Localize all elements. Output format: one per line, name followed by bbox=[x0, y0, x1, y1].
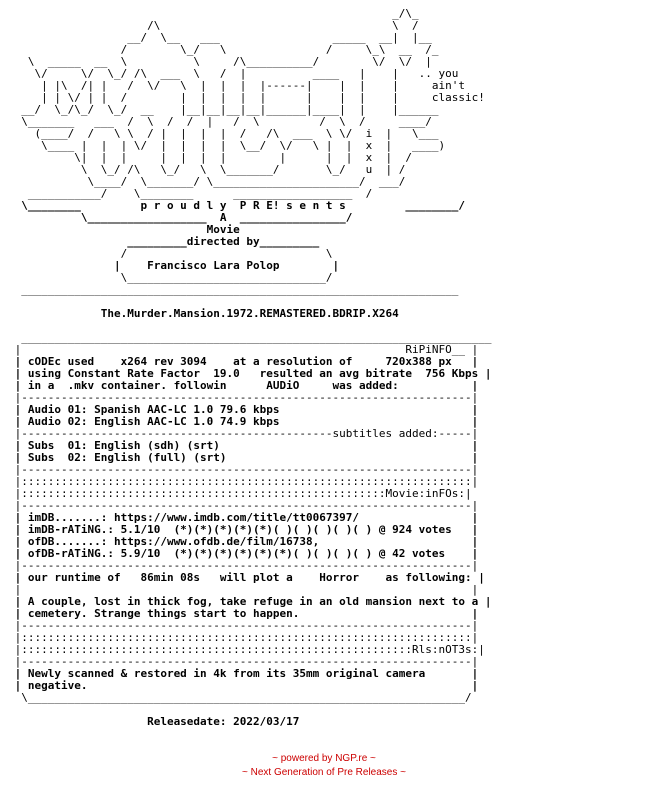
powered-by-link[interactable]: ~ powered by NGP.re ~ bbox=[272, 753, 376, 764]
divider: |--------------------------------------------------------------------| bbox=[8, 559, 479, 572]
nfo-text bbox=[8, 8, 491, 728]
nfo-line: \/ \/ \_/ /\ ___ \ / | ____ | | .. you bbox=[8, 67, 459, 80]
nfo-line: \______________________________/ bbox=[8, 271, 333, 284]
divider: |--------------------------------------------------------------------| bbox=[8, 391, 479, 404]
imdb-rating: | imDB-rATiNG.: 5.1/10 (*)(*)(*)(*)(*)( )( )( )( )( ) @ 924 votes | bbox=[8, 523, 479, 536]
nfo-line: \_______ ___ / \ / / | / \ / \ / ____/ bbox=[8, 115, 432, 128]
footer bbox=[0, 752, 648, 780]
nfo-line: ___________/ \________ __________________ / bbox=[8, 187, 373, 200]
ofdb-rating: | ofDB-rATiNG.: 5.9/10 (*)(*)(*)(*)(*)(*)( )( )( )( ) @ 42 votes | bbox=[8, 547, 479, 560]
container-line: | in a .mkv container. followin AUDiO was added: | bbox=[8, 379, 479, 392]
directed-by-line: _________directed by_________ bbox=[8, 235, 320, 248]
nfo-line: __/ \_/\_/ \_/ __ |__|__|__|__|______|____| | |______ bbox=[8, 103, 439, 116]
divider: |::::::::::::::::::::::::::::::::::::::::::::::::::::::::::::::::::::| bbox=[8, 475, 479, 488]
movie-label: Movie bbox=[8, 223, 240, 236]
divider: |::::::::::::::::::::::::::::::::::::::::::::::::::::::::::::::::::::| bbox=[8, 631, 479, 644]
movie-infos-header: |:::::::::::::::::::::::::::::::::::::::::::::::::::::::Movie:inFOs:| bbox=[8, 487, 472, 500]
nfo-line: \ _____ __ \ \ /\__________/ \/ \/ | bbox=[8, 55, 432, 68]
nfo-line: \__________________ A ________________/ bbox=[8, 211, 353, 224]
nfo-line: __/ \__ ___ _____ __| |__ bbox=[8, 31, 432, 44]
notes-text: | negative. | bbox=[8, 679, 479, 692]
release-name: The.Murder.Mansion.1972.REMASTERED.BDRIP.X264 bbox=[8, 307, 399, 320]
nfo-line: (____/ / \ \ / | | | | / /\ ___ \ \/ i | \___ bbox=[8, 127, 439, 140]
subtitles-header: |-----------------------------------------------subtitles added:-----| bbox=[8, 427, 479, 440]
nfo-line: \____ | | | \/ | | | | \__/ \/ \ | | x | ____) bbox=[8, 139, 446, 152]
crf-line: | using Constant Rate Factor 19.0 resulted an avg bitrate 756 Kbps | bbox=[8, 367, 492, 380]
nfo-line: | | bbox=[8, 583, 479, 596]
nfo-line: | | \/ | | / | | | | | | | | | classic! bbox=[8, 91, 485, 104]
presents-line: \________ p r o u d l y P R E! s e n t s ________/ bbox=[8, 199, 465, 212]
runtime-line: | our runtime of 86min 08s will plot a Horror as following: | bbox=[8, 571, 485, 584]
divider: |--------------------------------------------------------------------| bbox=[8, 619, 479, 632]
audio-track: | Audio 02: English AAC-LC 1.0 74.9 kbps | bbox=[8, 415, 479, 428]
director-name: | Francisco Lara Polop | bbox=[8, 259, 340, 272]
divider: |--------------------------------------------------------------------| bbox=[8, 655, 479, 668]
nfo-line: \____/ \_______/ \______________________/ ___/ bbox=[8, 175, 406, 188]
subtitle-track: | Subs 01: English (sdh) (srt) | bbox=[8, 439, 479, 452]
nfo-line: /\ \ / bbox=[8, 19, 419, 32]
nfo-line: / \_/ \ / \_\ __ /_ bbox=[8, 43, 439, 56]
ripinfo-header: | RiPiNFO__ | bbox=[8, 343, 479, 356]
nfo-line: \ \_/ /\ \_/ \ \_______/ \_/ u | / bbox=[8, 163, 406, 176]
notes-text: | Newly scanned & restored in 4k from its 35mm original camera | bbox=[8, 667, 479, 680]
rls-notes-header: |:::::::::::::::::::::::::::::::::::::::::::::::::::::::::::Rls:nOT3s:| bbox=[8, 643, 485, 656]
release-date: Releasedate: 2022/03/17 bbox=[8, 715, 300, 728]
nfo-line: \| | | | | | | | | | x | / bbox=[8, 151, 412, 164]
divider: |--------------------------------------------------------------------| bbox=[8, 499, 479, 512]
ofdb-link: | ofDB.......: https://www.ofdb.de/film/16738, | bbox=[8, 535, 479, 548]
divider: |--------------------------------------------------------------------| bbox=[8, 463, 479, 476]
nfo-line: | |\ /| | / \/ \ | | | |------| | | | ain't bbox=[8, 79, 465, 92]
plot-text: | A couple, lost in thick fog, take refuge in an old mansion next to a | bbox=[8, 595, 492, 608]
subtitle-track: | Subs 02: English (full) (srt) | bbox=[8, 451, 479, 464]
nfo-line: \__________________________________________________________________/ bbox=[8, 691, 472, 704]
nfo-line: __________________________________________________________________ bbox=[8, 283, 459, 296]
plot-text: | cemetery. Strange things start to happen. | bbox=[8, 607, 479, 620]
nfo-line: / \ bbox=[8, 247, 333, 260]
nfo-line: _/\_ bbox=[8, 7, 419, 20]
nfo-line: _______________________________________________________________________ bbox=[8, 331, 492, 344]
audio-track: | Audio 01: Spanish AAC-LC 1.0 79.6 kbps | bbox=[8, 403, 479, 416]
footer-tagline: ~ Next Generation of Pre Releases ~ bbox=[242, 767, 406, 778]
codec-line: | cODEc used x264 rev 3094 at a resolution of 720x388 px | bbox=[8, 355, 479, 368]
imdb-link: | imDB.......: https://www.imdb.com/title/tt0067397/ | bbox=[8, 511, 479, 524]
